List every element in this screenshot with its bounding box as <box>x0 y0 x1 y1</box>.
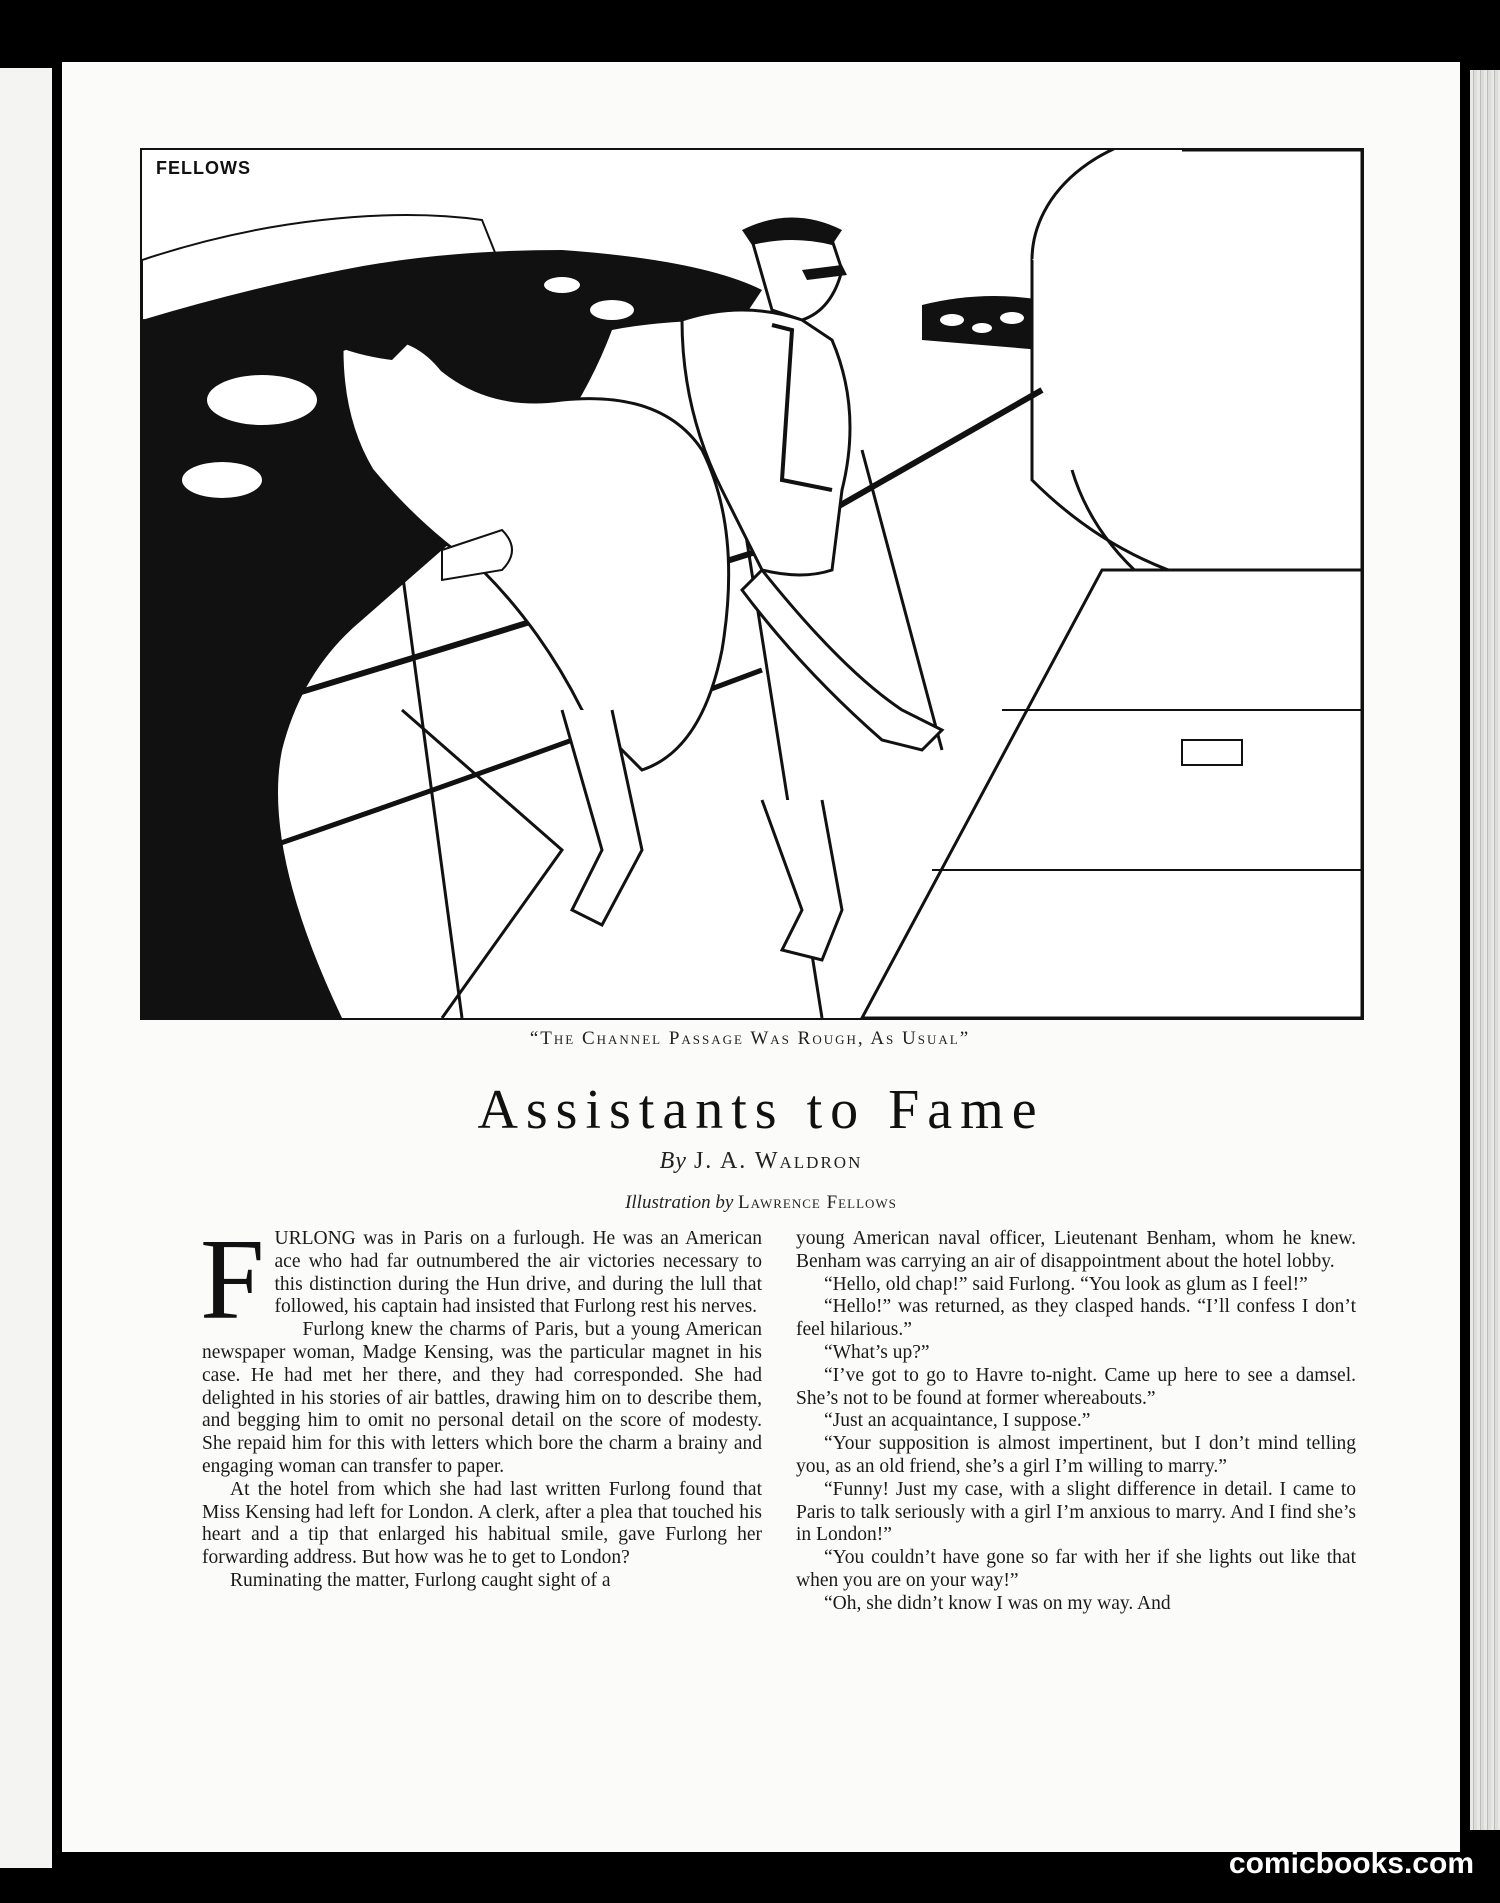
paragraph: Ruminating the matter, Furlong caught sight of a <box>230 1569 611 1591</box>
article-column-left <box>200 1216 762 1593</box>
article-title: Assistants to Fame <box>477 1079 1045 1141</box>
channel-passage-drawing <box>142 150 1362 1018</box>
source-watermark: comicbooks.com <box>1228 1847 1474 1880</box>
facing-page-edge <box>0 68 52 1868</box>
paragraph: “I’ve got to go to Havre to-night. Came up here to see a damsel. She’s not to be found at former whereabouts.” <box>796 1364 1356 1409</box>
paragraph: “Your supposition is almost impertinent, but I don’t mind telling you, as an old friend, she’s a girl I’m willing to marry.” <box>796 1433 1356 1477</box>
page-stack-edge <box>1470 70 1500 1830</box>
paragraph: “Hello, old chap!” said Furlong. “You look as glum as I feel!” <box>824 1273 1308 1295</box>
drop-cap: F <box>200 1216 265 1344</box>
paragraph: “Funny! Just my case, with a slight difference in detail. I came to Paris to talk seriously with a girl I’m anxious to marry. And I find she’s in London!” <box>796 1478 1356 1546</box>
paragraph: “You couldn’t have gone so far with her if she lights out like that when you are on your way!” <box>796 1547 1356 1591</box>
byline-prefix: By <box>659 1148 687 1174</box>
illustrator-name: Lawrence Fellows <box>738 1192 897 1213</box>
paragraph: “Oh, she didn’t know I was on my way. And <box>824 1592 1171 1614</box>
paragraph: At the hotel from which she had last written Furlong found that Miss Kensing had left for London. A clerk, after a plea that touched his heart and a tip that enlarged his habitual smile, gave Furlong her forwarding address. But how was he to get to London? <box>202 1478 762 1569</box>
article-column-right <box>796 1228 1356 1616</box>
illustration-credit-prefix: Illustration by <box>625 1192 734 1213</box>
author-name: J. A. Waldron <box>693 1148 863 1174</box>
illustration-caption: “The Channel Passage Was Rough, As Usual” <box>529 1028 971 1049</box>
paragraph: URLONG was in Paris on a furlough. He was an American ace who had far outnumbered the air victories necessary to this distinction during the Hun drive, and during the lull that followed, his captain had insisted that Furlong rest his nerves. <box>274 1228 762 1318</box>
paragraph: “What’s up?” <box>824 1341 930 1363</box>
paragraph: Furlong knew the charms of Paris, but a young American newspaper woman, Madge Kensing, was the particular magnet in his case. He had met her there, and they had corresponded. She had delighted in his stories of air battles, drawing him on to describe them, and begging him to omit no personal detail on the score of modesty. She repaid him for this with letters which bore the charm a brainy and engaging woman can transfer to paper. <box>202 1319 762 1477</box>
artist-signature: FELLOWS <box>156 158 251 178</box>
illustration-credit <box>62 1192 1460 1214</box>
paragraph: “Hello!” was returned, as they clasped hands. “I’ll confess I don’t feel hilarious.” <box>796 1296 1356 1341</box>
paragraph: young American naval officer, Lieutenant Benham, whom he knew. Benham was carrying an air of disappointment about the hotel lobby. <box>796 1228 1356 1272</box>
illustration <box>140 148 1364 1020</box>
byline <box>62 1148 1460 1175</box>
paragraph: “Just an acquaintance, I suppose.” <box>824 1410 1091 1432</box>
